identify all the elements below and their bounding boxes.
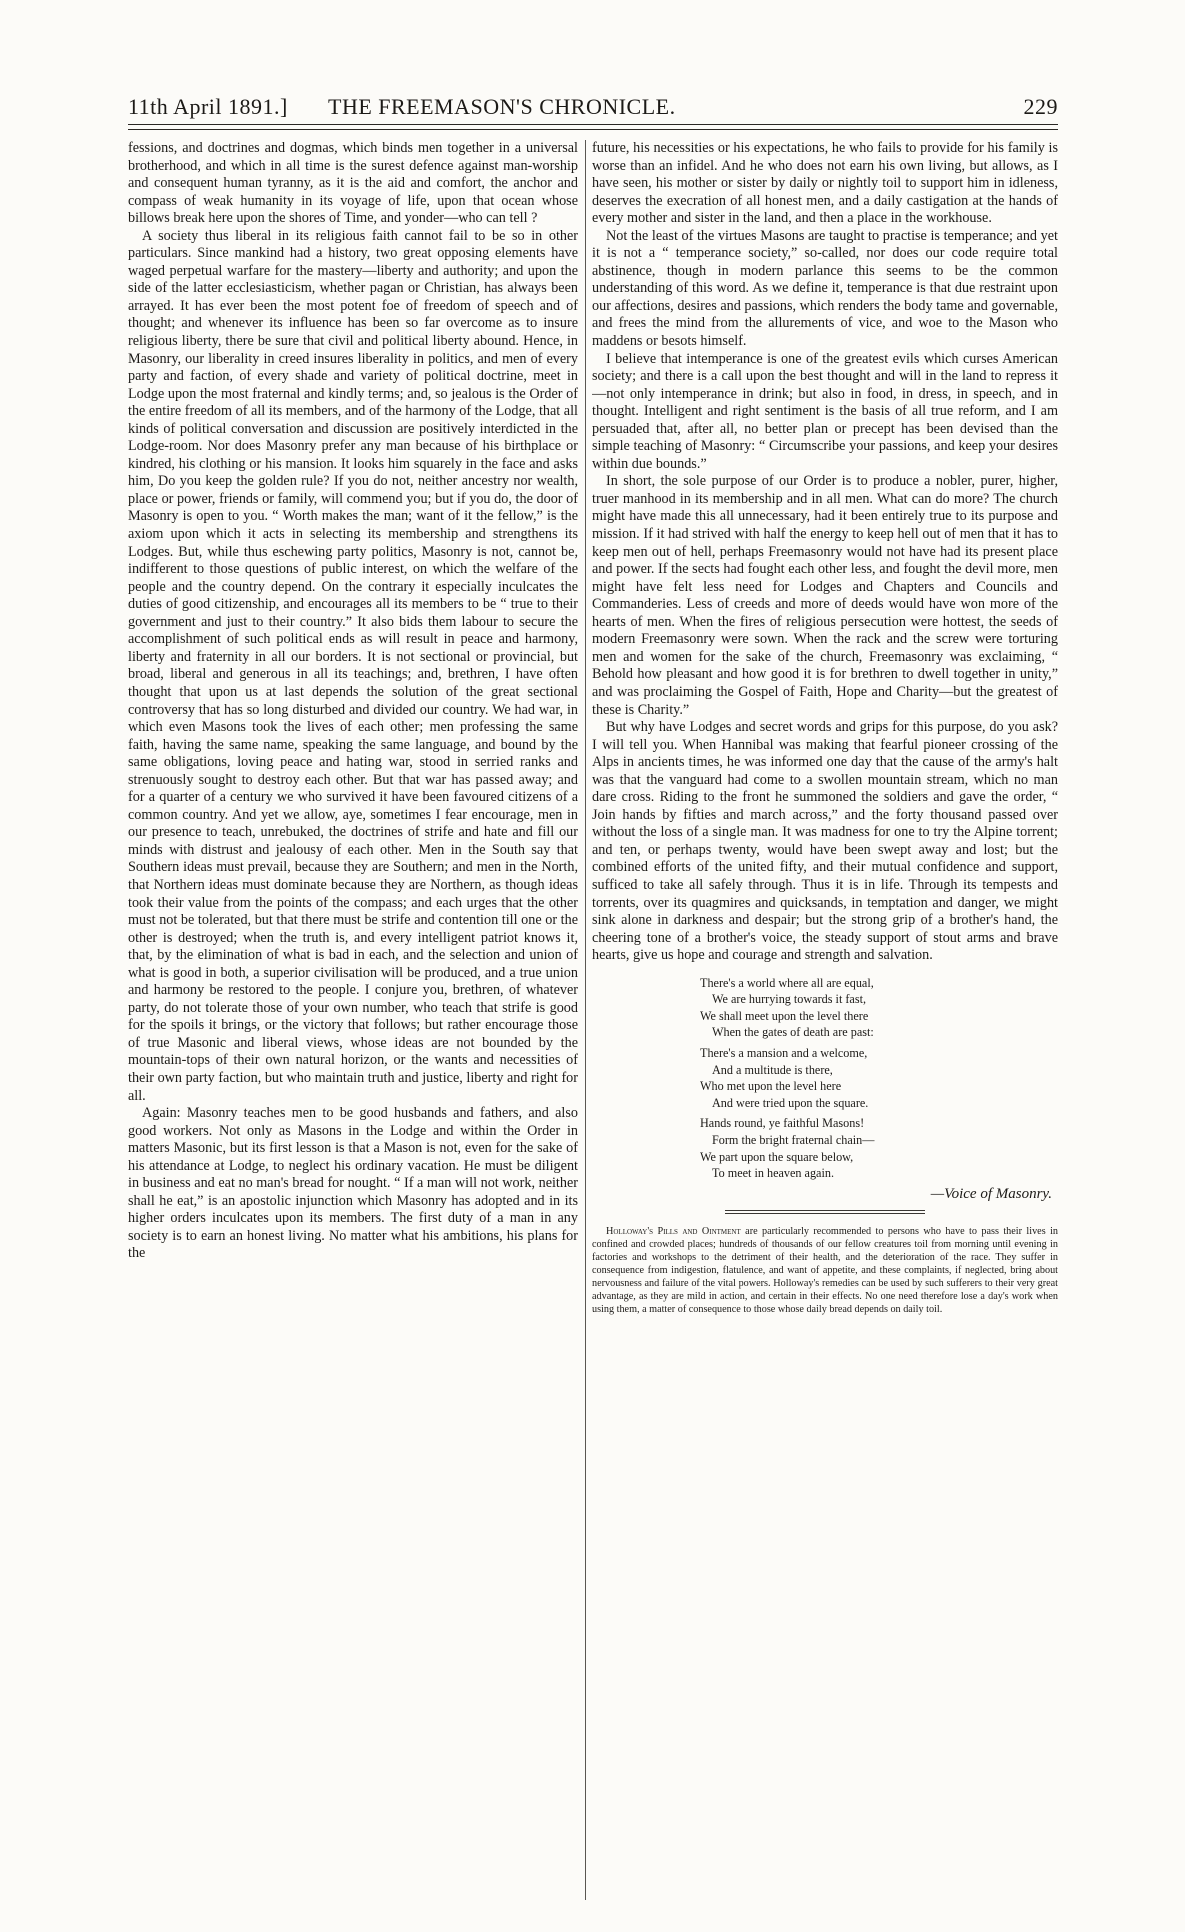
right-paragraph-5: But why have Lodges and secret words and grips for this purpose, do you ask? I will tell you. When Hannibal was making that fearful pioneer crossing of the Alps in ancients times, he was informed one day that the cause of the army's halt was that the vanguard had come to a swollen mountain stream, which no man dare cross. Riding to the front he summoned the soldiers and gave the order, “ Join hands by fifties and march across,” and the forty thousand passed over without the loss of a single man. It was madness for one to try the Alpine torrent; and ten, or perhaps twenty, would have been swept away and lost; but the combined efforts of the united fifty, and their mutual confidence and support, sufficed to take all safely through. Thus it is in life. Through its tempests and torrents, over its quagmires and quicksands, in temptation and danger, we might sink alone in darkness and despair; but the strong grip of a brother's hand, the cheering tone of a brother's voice, the steady support of stout arms and brave hearts, give us hope and courage and strength and salvation. bbox=[592, 719, 1058, 964]
poem-line: We shall meet upon the level there bbox=[700, 1008, 869, 1023]
issue-date: 11th April 1891.] bbox=[128, 94, 288, 119]
page-number: 229 bbox=[1023, 94, 1058, 119]
poem-line: And were tried upon the square. bbox=[712, 1095, 869, 1110]
left-paragraph-2: A society thus liberal in its religious faith cannot fail to be so in other particulars. Since mankind had a history, two great opposing elements have waged perpetual warfare for the mastery—liberty and authority; and upon the side of the latter ecclesiasticism, whether pagan or Christian, has always been arrayed. It has ever been the most potent foe of freedom of speech and of thought; and whenever its influence has been so far overcome as to insure religious liberty, there be sure that civil and political liberty abound. Hence, in Masonry, our liberality in creed insures liberality in politics, and men of every party and faction, of every shade and variety of political doctrine, meet in Lodge upon the most fraternal and kindly terms; and, so jealous is the Order of the entire freedom of all its members, and of the harmony of the Lodge, that all kinds of political conversation and discussion are positively interdicted in the Lodge-room. Nor does Masonry prefer any man because of his birthplace or kindred, his clothing or his mansion. It looks him squarely in the face and asks him, Do you keep the golden rule? If you do not, neither ancestry nor wealth, place or power, friends or family, will commend you; but if you do, the door of Masonry is open to you. “ Worth makes the man; want of it the fellow,” is the axiom upon which it acts in selecting its membership and strengthens its Lodges. But, while thus eschewing party politics, Masonry is not, cannot be, indifferent to those questions of public interest, on which the welfare of the people and the country depend. On the contrary it especially inculcates the duties of good citizenship, and encourages all its members to be “ true to their government and just to their country.” It also bids them labour to secure the accomplishment of such political ends as will result in peace and harmony, liberty and fraternity in all our borders. It is not sectional or provincial, but broad, liberal and generous in all its teachings; and, brethren, I have often thought that upon us at last depends the solution of the great sectional controversy that has so long disturbed and divided our country. We had war, in which even Masons took the lives of each other; men professing the same faith, having the same name, speaking the same language, and bound by the same obligations, loving peace and hating war, stood in serried ranks and strenuously sought to destroy each other. But that war has passed away; and for a quarter of a century we who survived it have been favoured citizens of a common country. And yet we allow, aye, sometimes I fear encourage, men in our presence to teach, unrebuked, the doctrines of strife and hate and fill our minds with distrust and jealousy of each other. Men in the South say that Southern ideas must prevail, because they are Southern; and men in the North, that Northern ideas must dominate because they are Northern, as though ideas took their value from the points of the compass; and each urges that the other must not be tolerated, but that there must be strife and contention till one or the other is destroyed; when the truth is, and every intelligent patriot knows it, that, by the elimination of what is bad in each, and the selection and union of what is good in both, a superior civilisation will be produced, and a true union and harmony be restored to the people. I conjure you, brethren, of whatever party, do not tolerate those of your own number, who teach that strife is good for the spoils it brings, or the victory that follows; but rather encourage those of true Masonic and liberal views, whose ideas are not bounded by the mountain-tops of their own natural horizon, or the wants and necessities of their own party faction, but who maintain truth and justice, liberty and right for all. bbox=[128, 227, 578, 1104]
poem-stanza bbox=[700, 1115, 1058, 1181]
poem-line: Who met upon the level here bbox=[700, 1079, 842, 1094]
poem bbox=[592, 975, 1058, 1203]
masthead bbox=[128, 94, 1058, 120]
poem-line: To meet in heaven again. bbox=[712, 1166, 834, 1181]
left-column bbox=[128, 140, 578, 1900]
section-separator bbox=[725, 1210, 925, 1214]
right-paragraph-3: I believe that intemperance is one of the greatest evils which curses American society; and there is a call upon the best thought and will in the land to repress it—not only intemperance in drink; but also in food, in dress, in speech, and in thought. Intelligent and right sentiment is the basis of all true reform, and I am persuaded that, after all, no better plan or precept has been devised than the simple teaching of Masonry: “ Circumscribe your passions, and keep your desires within due bounds.” bbox=[592, 350, 1058, 472]
left-paragraph-3: Again: Masonry teaches men to be good husbands and fathers, and also good workers. Not only as Masons in the Lodge and within the Order in matters Masonic, but its first lesson is that a Mason is not, even for the sake of his attendance at Lodge, to neglect his ordinary vacation. He must be diligent in business and eat no man's bread for nought. “ If a man will not work, neither shall he eat,” is an apostolic injunction which Masonry has adopted and in its higher orders inculcates upon its members. The first duty of a man in any society is to earn an honest living. No matter what his ambitions, his plans for the bbox=[128, 1105, 578, 1262]
advert-body: are particularly recommended to persons who have to pass their lives in confined and crowded places; hundreds of thousands of our fellow creatures toil from morning until evening in factories and workshops to the detriment of their health, and the deterioration of the race. They suffer in consequence from indigestion, flatulence, and want of appetite, and these complaints, if neglected, bring about nervousness and failure of the vital powers. Holloway's remedies can be used by such sufferers to their very great advantage, as they are mild in action, and certain in their effects. No one need therefore lose a day's work when using them, a matter of consequence to those whose daily bread depends on daily toil. bbox=[592, 1226, 1058, 1315]
right-column bbox=[592, 140, 1058, 1900]
poem-stanza bbox=[700, 1045, 1058, 1111]
poem-stanza bbox=[700, 975, 1058, 1041]
column-divider bbox=[585, 140, 586, 1900]
newspaper-title: THE FREEMASON'S CHRONICLE. bbox=[328, 94, 676, 119]
header-rule-thin bbox=[128, 129, 1058, 130]
right-paragraph-2: Not the least of the virtues Masons are taught to practise is temperance; and yet it is not a “ temperance society,” so-called, nor does our code require total abstinence, though in modern parlance this seems to be the common understanding of this word. As we define it, temperance is that due restraint upon our affections, desires and passions, which renders the body tame and governable, and frees the mind from the allurements of vice, and woe to the Mason who maddens or besots himself. bbox=[592, 227, 1058, 350]
header-rule bbox=[128, 124, 1058, 125]
advert-lead: Holloway's Pills and Ointment bbox=[606, 1226, 741, 1238]
poem-line: And a multitude is there, bbox=[712, 1062, 833, 1077]
poem-line: When the gates of death are past: bbox=[712, 1025, 874, 1040]
poem-line: Hands round, ye faithful Masons! bbox=[700, 1116, 865, 1131]
right-paragraph-4: In short, the sole purpose of our Order is to produce a nobler, purer, higher, truer manhood in its membership and in all men. What can do more? The church might have made this all unnecessary, had it been entirely true to its purpose and mission. If it had strived with half the energy to keep hell out of men that it has to keep men out of hell, perhaps Freemasonry would not have had its present place and power. If the sects had fought each other less, and fought the devil more, men might have felt less need for Lodges and Chapters and Councils and Commanderies. Less of creeds and more of deeds would have won more of the hearts of men. When the fires of religious persecution were hottest, the seeds of modern Freemasonry were sown. When the rack and the screw were torturing men and women for the sake of the church, Freemasonry was exclaiming, “ Behold how pleasant and how good it is for brethren to dwell together in unity,” and was proclaiming the Gospel of Faith, Hope and Charity—but the greatest of these is Charity.” bbox=[592, 473, 1058, 718]
poem-line: We part upon the square below, bbox=[700, 1149, 854, 1164]
poem-attribution: —Voice of Masonry. bbox=[930, 1185, 1052, 1202]
poem-line: There's a mansion and a welcome, bbox=[700, 1046, 868, 1061]
holloway-advertisement bbox=[592, 1226, 1058, 1316]
poem-line: Form the bright fraternal chain— bbox=[712, 1133, 875, 1148]
left-paragraph-1: fessions, and doctrines and dogmas, which binds men together in a universal brotherhood, and which in all time is the surest defence against man-worship and consequent human tyranny, as it is the aid and comfort, the anchor and compass of weak humanity in its voyage of life, upon that ocean whose billows break here upon the shores of Time, and yonder—who can tell ? bbox=[128, 140, 578, 227]
poem-line: There's a world where all are equal, bbox=[700, 975, 874, 990]
poem-line: We are hurrying towards it fast, bbox=[712, 992, 867, 1007]
right-paragraph-1: future, his necessities or his expectations, he who fails to provide for his family is worse than an infidel. And he who does not earn his own living, but allows, as I have seen, his mother or sister by daily or nightly toil to support him in idleness, deserves the execration of all honest men, and a daily castigation at the hands of every mother and sister in the land, and then a place in the workhouse. bbox=[592, 140, 1058, 227]
